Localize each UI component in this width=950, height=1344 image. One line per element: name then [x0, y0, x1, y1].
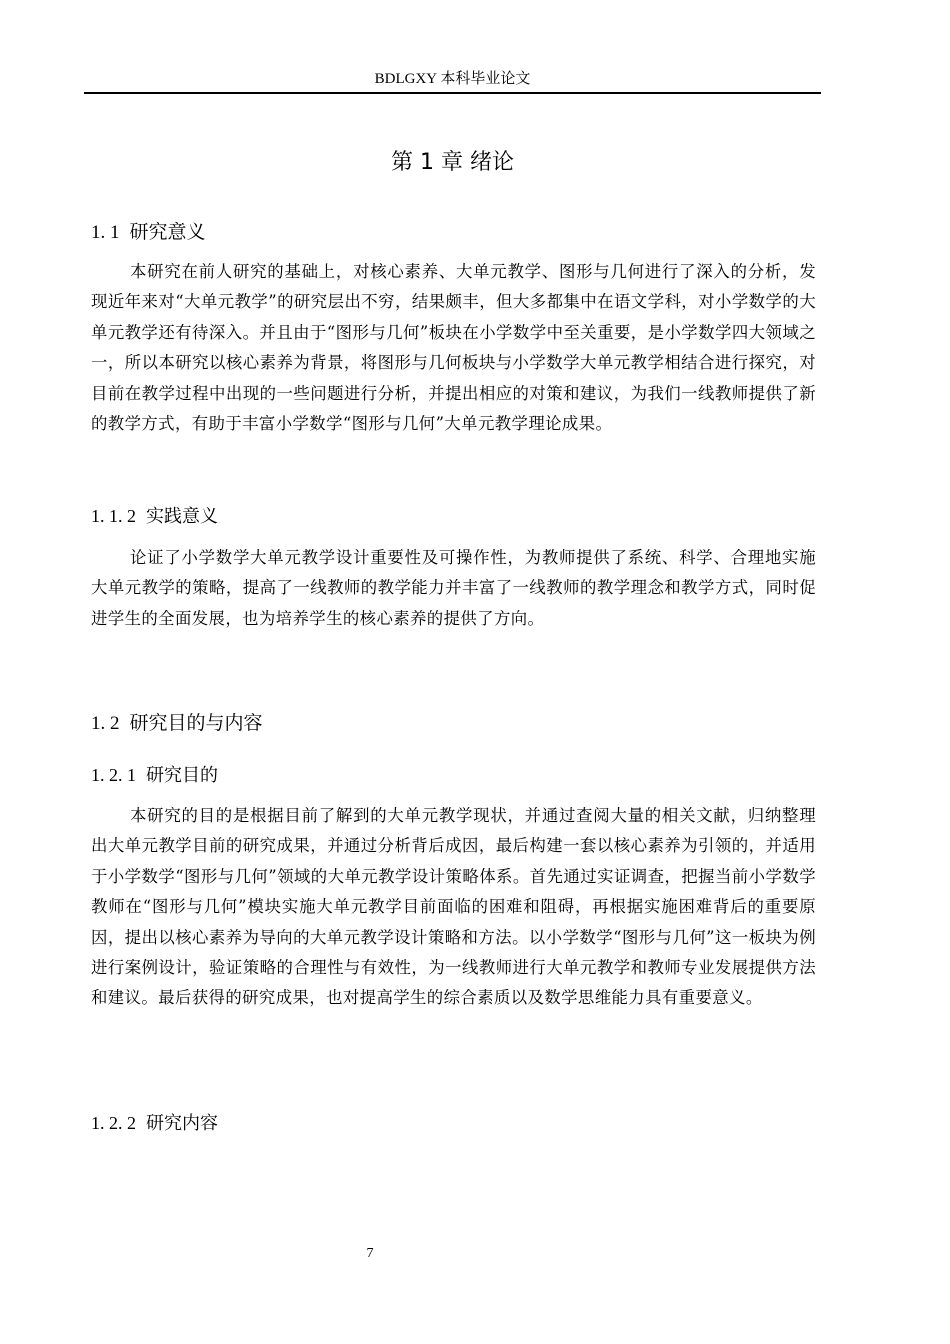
header-title: BDLGXY 本科毕业论文: [374, 71, 531, 87]
section-heading-1-2-2: [91, 1109, 218, 1138]
section-heading-1-1-2: [91, 502, 218, 531]
section-title: 研究意义: [129, 221, 206, 243]
section-heading-1-2: [91, 709, 263, 738]
section-title: 研究目的与内容: [129, 712, 263, 734]
section-title: 研究内容: [146, 1113, 218, 1134]
section-heading-1-2-1: [91, 761, 218, 790]
section-number: 1. 2: [91, 713, 120, 734]
section-title: 实践意义: [146, 506, 218, 527]
paragraph-research-purpose: 本研究的目的是根据目前了解到的大单元教学现状，并通过查阅大量的相关文献，归纳整理出大单元教学目前的研究成果，并通过分析背后成因，最后构建一套以核心素养为引领的，并适用于小学数学“图形与几何”领域的大单元教学设计策略体系。首先通过实证调查，把握当前小学数学教师在“图形与几何”模块实施大单元教学目前面临的困难和阻碍，再根据实施困难背后的重要原因，提出以核心素养为导向的大单元教学设计策略和方法。以小学数学“图形与几何”这一板块为例进行案例设计，验证策略的合理性与有效性，为一线教师进行大单元教学和教师专业发展提供方法和建议。最后获得的研究成果，也对提高学生的综合素质以及数学思维能力具有重要意义。: [91, 806, 816, 1008]
paragraph-practical-significance: 论证了小学数学大单元教学设计重要性及可操作性，为教师提供了系统、科学、合理地实施大单元教学的策略，提高了一线教师的教学能力并丰富了一线教师的教学理念和教学方式，同时促进学生的全面发展，也为培养学生的核心素养的提供了方向。: [91, 548, 816, 628]
page-header: [84, 66, 821, 94]
section-number: 1. 1: [91, 222, 120, 243]
section-number: 1. 1. 2: [91, 506, 136, 526]
paragraph-research-significance: 本研究在前人研究的基础上，对核心素养、大单元教学、图形与几何进行了深入的分析，发现近年来对“大单元教学”的研究层出不穷，结果颇丰，但大多都集中在语文学科，对小学数学的大单元教学还有待深入。并且由于“图形与几何”板块在小学数学中至关重要，是小学数学四大领域之一，所以本研究以核心素养为背景，将图形与几何板块与小学数学大单元教学相结合进行探究，对目前在教学过程中出现的一些问题进行分析，并提出相应的对策和建议，为我们一线教师提供了新的教学方式，有助于丰富小学数学“图形与几何”大单元教学理论成果。: [91, 262, 816, 434]
page-number: 7: [366, 1246, 374, 1261]
section-title: 研究目的: [146, 765, 218, 786]
section-number: 1. 2. 1: [91, 765, 136, 785]
section-heading-1-1: [91, 218, 206, 247]
chapter-title: 第 1 章 绪论: [391, 150, 514, 175]
section-number: 1. 2. 2: [91, 1113, 136, 1133]
